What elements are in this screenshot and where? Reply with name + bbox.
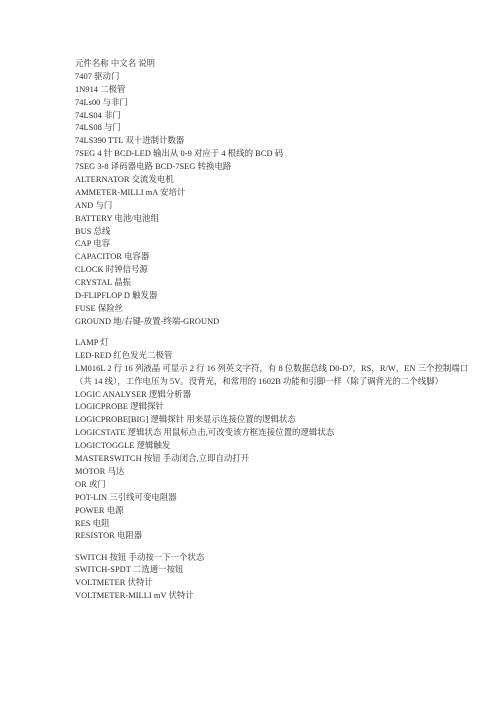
text-line: 1N914 二极管 [75, 84, 126, 94]
text-line: AMMETER-MILLI mA 安培计 [75, 187, 186, 197]
blank-line [75, 329, 475, 337]
text-line: 74LS08 与门 [75, 123, 121, 133]
text-line: VOLTMETER 伏特计 [75, 578, 153, 588]
text-line: SWITCH-SPDT 二选通一按钮 [75, 565, 184, 575]
text-line: GROUND 地/右键-放置-终端-GROUND [75, 316, 220, 326]
text-line: 74LS390 TTL 双十进制计数器 [75, 136, 185, 146]
text-line: MASTERSWITCH 按钮 手动闭合,立即自动打开 [75, 454, 250, 464]
text-line: D-FLIPFLOP D 触发器 [75, 291, 158, 301]
text-line: BATTERY 电池/电池组 [75, 213, 159, 223]
document-page [75, 58, 475, 603]
text-line: BUS 总线 [75, 226, 111, 236]
text-line: MOTOR 马达 [75, 466, 125, 476]
text-line: LOGICPROBE[BIG] 逻辑探针 用来显示连接位置的逻辑状态 [75, 415, 296, 425]
text-line: RESISTOR 电阻器 [75, 531, 143, 541]
text-line: CRYSTAL 晶振 [75, 278, 132, 288]
blank-line [75, 543, 475, 551]
text-line: FUSE 保险丝 [75, 303, 124, 313]
text-line: CAP 电容 [75, 239, 111, 249]
text-line: 7SEG 3-8 译码器电路 BCD-7SEG 转换电路 [75, 162, 232, 172]
text-line: AND 与门 [75, 200, 113, 210]
text-line: CLOCK 时钟信号源 [75, 265, 148, 275]
text-line: ALTERNATOR 交流发电机 [75, 175, 174, 185]
text-line: OR 或门 [75, 479, 106, 489]
text-line: LOGIC ANALYSER 逻辑分析器 [75, 389, 192, 399]
text-paragraph: LM016L 2 行 16 列液晶 可显示 2 行 16 列英文字符，有 8 位数据总线 D0-D7，RS，R/W，EN 三个控制端口（共 14 线），工作电压为 5V。没背光，和常用的 1602B 功能和引脚一样（除了调背光的二个线脚） [75, 363, 469, 386]
header-line: 元件名称 中文名 说明 [75, 59, 156, 68]
text-line: RES 电阻 [75, 518, 110, 528]
text-line: 7407 驱动门 [75, 71, 120, 81]
text-line: LAMP 灯 [75, 338, 109, 347]
text-line: 74LS04 非门 [75, 110, 121, 120]
text-line: LOGICPROBE 逻辑探针 [75, 402, 164, 412]
text-line: POWER 电源 [75, 505, 124, 515]
text-line: CAPACITOR 电容器 [75, 252, 150, 262]
text-line: SWITCH 按钮 手动按一下一个状态 [75, 552, 205, 562]
text-line: 74Ls00 与非门 [75, 97, 128, 107]
text-line: 7SEG 4 针 BCD-LED 输出从 0-9 对应于 4 根线的 BCD 码 [75, 149, 284, 159]
text-line: LED-RED 红色发光二极管 [75, 350, 173, 360]
text-line: LOGICTOGGLE 逻辑触发 [75, 441, 171, 451]
text-line: LOGICSTATE 逻辑状态 用鼠标点击,可改变该方框连接位置的逻辑状态 [75, 428, 335, 438]
text-line: POT-LIN 三引线可变电阻器 [75, 492, 177, 502]
text-line: VOLTMETER-MILLI mV 伏特计 [75, 591, 194, 601]
